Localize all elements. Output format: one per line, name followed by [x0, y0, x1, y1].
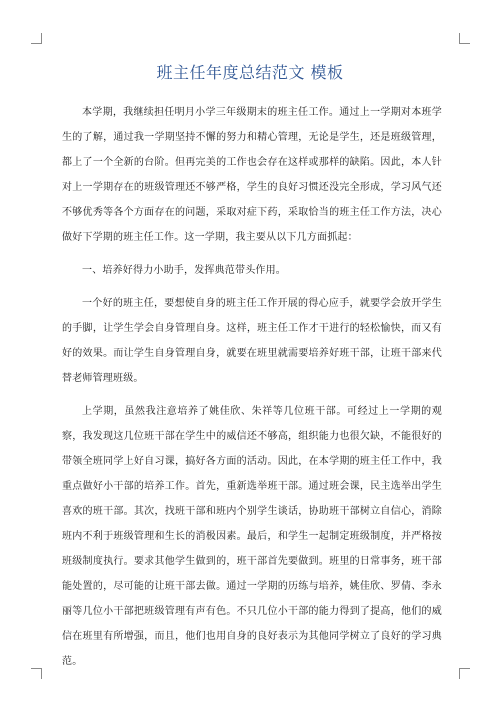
paragraph-body: 上学期，虽然我注意培养了姚佳欣、朱祥等几位班干部。可经过上一学期的观察，我发现这几位班干部在学生中的威信还不够高，组织能力也很欠缺，不能很好的带领全班同学上好自习课，搞好各方面的活动。因此，在本学期的班主任工作中，我重点做好小干部的培养工作。首先，重新选举班干部。通过班会课，民主选举出学生喜欢的班干部。其次，找班干部和班内个别学生谈话，协助班干部树立自信心，消除班内不利于班级管理和生长的消极因素。最后，和学生一起制定班级制度，并严格按班级制度执行。要求其他学生做到的，班干部首先要做到。班里的日常事务，班干部能处置的，尽可能的让班干部去做。通过一学期的历练与培养，姚佳欣、罗倩、李永丽等几位小干部把班级管理有声有色。不只几位小干部的能力得到了提高，他们的威信在班里有所增强，而且，他们也用自身的良好表示为其他同学树立了良好的学习典范。	[62, 406, 442, 667]
document-body	[62, 100, 442, 682]
paragraph-intro: 本学期，我继续担任明月小学三年级期末的班主任工作。通过上一学期对本班学生的了解，通过我一学期坚持不懈的努力和精心管理，无论是学生，还是班级管理，都上了一个全新的台阶。但再完美的工作也会存在这样或那样的缺陷。因此，本人针对上一学期存在的班级管理还不够严格，学生的良好习惯还没完全形成，学习风气还不够优秀等各个方面存在的问题，采取对症下药，采取恰当的班主任工作方法，决心做好下学期的班主任工作。这一学期，我主要从以下几方面抓起：	[62, 107, 442, 243]
crop-mark-top-left	[31, 33, 42, 44]
document-title: 班主任年度总结范文 模板	[156, 63, 344, 82]
section-heading: 一、培养好得力小助手，发挥典范带头作用。	[82, 265, 286, 276]
crop-mark-top-right	[459, 33, 470, 44]
paragraph-body: 一个好的班主任，要想使自身的班主任工作开展的得心应手，就要学会放开学生的手脚，让学生学会自身管理自身。这样，班主任工作才干进行的轻松愉快，而又有好的效果。而让学生自身管理自身，就要在班里就需要培养好班干部，让班干部来代替老师管理班级。	[62, 298, 442, 384]
crop-mark-bottom-left	[31, 668, 42, 679]
crop-mark-bottom-right	[459, 668, 470, 679]
